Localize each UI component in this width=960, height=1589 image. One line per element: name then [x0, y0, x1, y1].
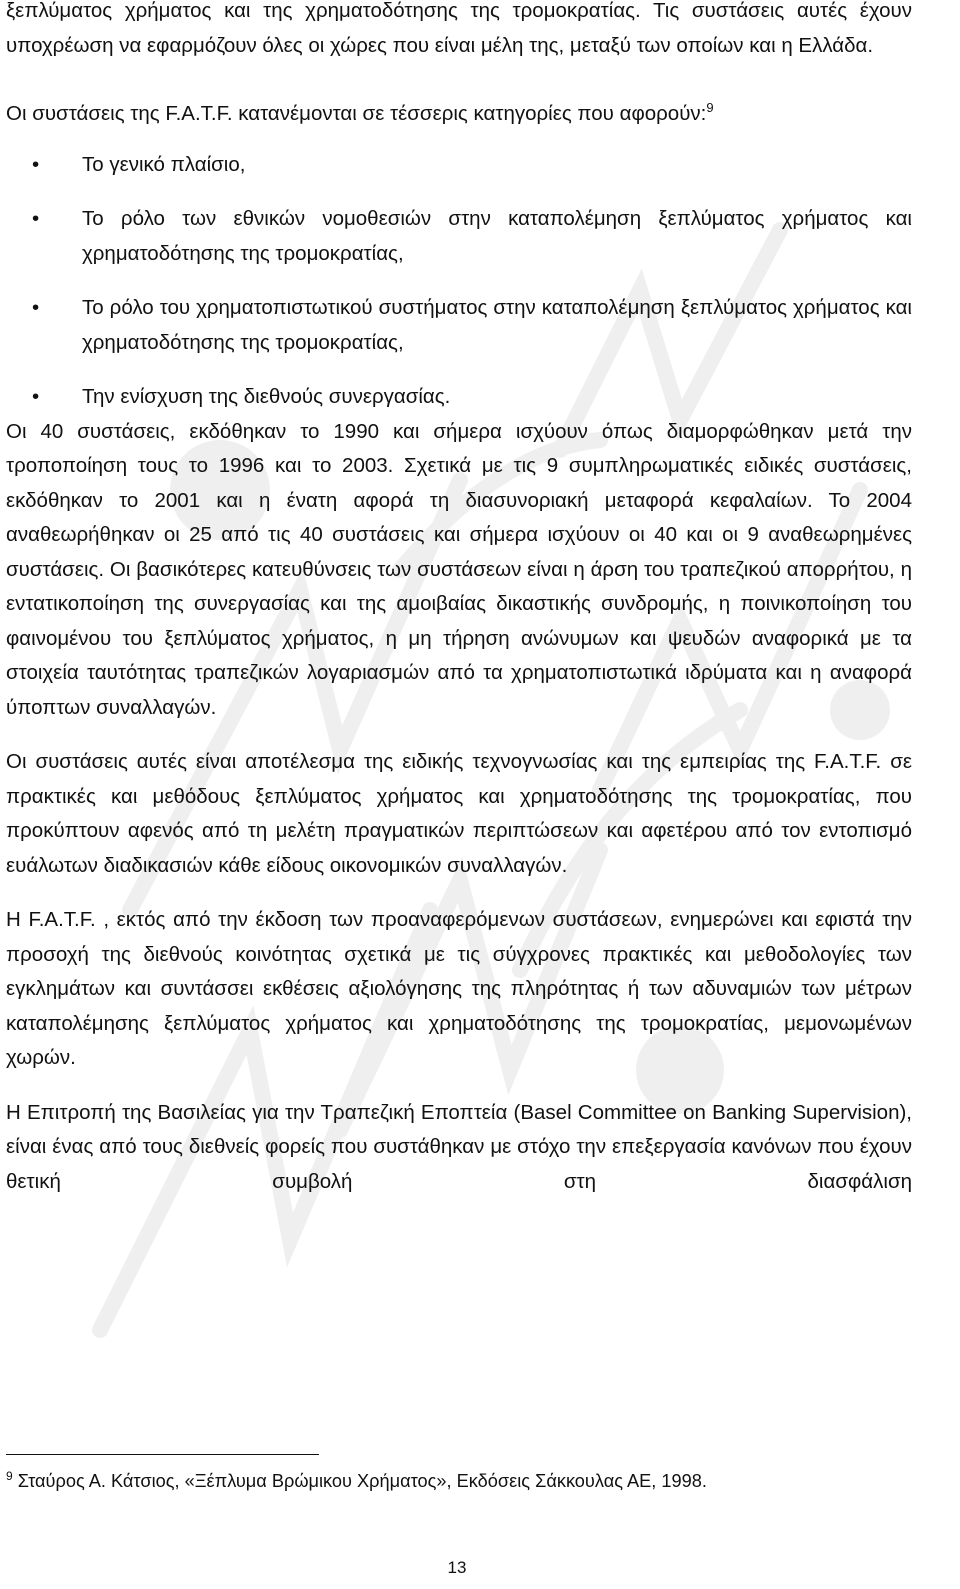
body-text	[6, 0, 912, 1199]
list-item-text: Την ενίσχυση της διεθνούς συνεργασίας.	[82, 385, 451, 408]
bullet-icon: •	[32, 385, 40, 408]
expertise-paragraph: Οι συστάσεις αυτές είναι αποτέλεσμα της ειδικής τεχνογνωσίας και της εμπειρίας της F.A.T.F. σε πρακτικές και μεθόδους ξεπλύματος χρήματος και χρηματοδότησης της τρομοκρατίας, που προκύπτουν αφενός από τη μελέτη πραγματικών περιπτώσεων και αφετέρου από τον εντοπισμό ευάλωτων διαδικασιών κάθε είδους οικονομικών συναλλαγών.	[6, 750, 912, 877]
footnote-number: 9	[6, 1468, 13, 1483]
bullet-icon: •	[32, 152, 40, 176]
recommendations-paragraph: Οι 40 συστάσεις, εκδόθηκαν το 1990 και σήμερα ισχύουν όπως διαμορφώθηκαν μετά την τροποποίηση τους το 1996 και το 2003. Σχετικά με τις 9 συμπληρωματικές ειδικές συστάσεις, εκδόθηκαν το 2001 και η ένατη αφορά τη διασυνοριακή μεταφορά κεφαλαίων. Το 2004 αναθεωρήθηκαν οι 25 από τις 40 συστάσεις και σήμερα ισχύουν οι 40 και οι 9 αναθεωρημένες συστάσεις. Οι βασικότερες κατευθύνσεις των συστάσεων είναι η άρση του τραπεζικού απορρήτου, η εντατικοποίηση της συνεργασίας και της αμοιβαίας δικαστικής συνδρομής, η ποινικοποίηση του φαινομένου του ξεπλύματος χρήματος, η μη τήρηση ανώνυμων και ψευδών αναφορικά με τα στοιχεία ταυτότητας τραπεζικών λογαριασμών από τα χρηματοπιστωτικά ιδρύματα και η αναφορά ύποπτων συναλλαγών.	[6, 419, 912, 719]
list-item	[6, 148, 912, 183]
categories-lead-paragraph	[6, 97, 912, 132]
list-item	[6, 380, 912, 415]
footnote-text: Σταύρος Α. Κάτσιος, «Ξέπλυμα Βρώμικου Χρήματος», Εκδόσεις Σάκκουλας ΑΕ, 1998.	[12, 1471, 707, 1491]
footnote-ref: 9	[706, 100, 714, 116]
list-item-text: Το ρόλο του χρηματοπιστωτικού συστήματος στην καταπολέμηση ξεπλύματος χρήματος και χρηματοδότησης της τρομοκρατίας,	[82, 296, 912, 354]
spacer	[6, 63, 912, 97]
list-item	[6, 202, 912, 271]
list-item-text: Το ρόλο των εθνικών νομοθεσιών στην καταπολέμηση ξεπλύματος χρήματος και χρηματοδότησης της τρομοκρατίας,	[82, 207, 912, 265]
basel-paragraph: Η Επιτροπή της Βασιλείας για την Τραπεζική Εποπτεία (Basel Committee on Banking Supervision), είναι ένας από τους διεθνείς φορείς που συστάθηκαν με στόχο την επεξεργασία κανόνων που έχουν θετική συμβολή στη διασφάλιση	[6, 1100, 912, 1193]
categories-list	[6, 148, 912, 415]
list-item	[6, 291, 912, 360]
spacer	[6, 725, 912, 745]
intro-paragraph: ξεπλύματος χρήματος και της χρηματοδότησης της τρομοκρατίας. Τις συστάσεις αυτές έχουν υποχρέωση να εφαρμόζουν όλες οι χώρες που είναι μέλη της, μεταξύ των οποίων και η Ελλάδα.	[6, 0, 912, 57]
spacer	[6, 1076, 912, 1096]
list-item-text: Το γενικό πλαίσιο,	[82, 152, 246, 176]
spacer	[6, 883, 912, 903]
categories-lead-text: Οι συστάσεις της F.A.T.F. κατανέμονται σε τέσσερις κατηγορίες που αφορούν:	[6, 102, 707, 125]
footnote	[6, 1469, 912, 1493]
bullet-icon: •	[32, 207, 40, 230]
bullet-icon: •	[32, 296, 40, 319]
page-number: 13	[447, 1558, 467, 1577]
footnote-divider	[6, 1454, 319, 1455]
updates-paragraph: Η F.A.T.F. , εκτός από την έκδοση των προαναφερόμενων συστάσεων, ενημερώνει και εφιστά την προσοχή της διεθνούς κοινότητας σχετικά με τις σύγχρονες πρακτικές και μεθοδολογίες των εγκλημάτων και συντάσσει εκθέσεις αξιολόγησης της πληρότητας ή των αδυναμιών των μέτρων καταπολέμησης ξεπλύματος χρήματος και χρηματοδότησης της τρομοκρατίας, μεμονωμένων χωρών.	[6, 908, 912, 1069]
